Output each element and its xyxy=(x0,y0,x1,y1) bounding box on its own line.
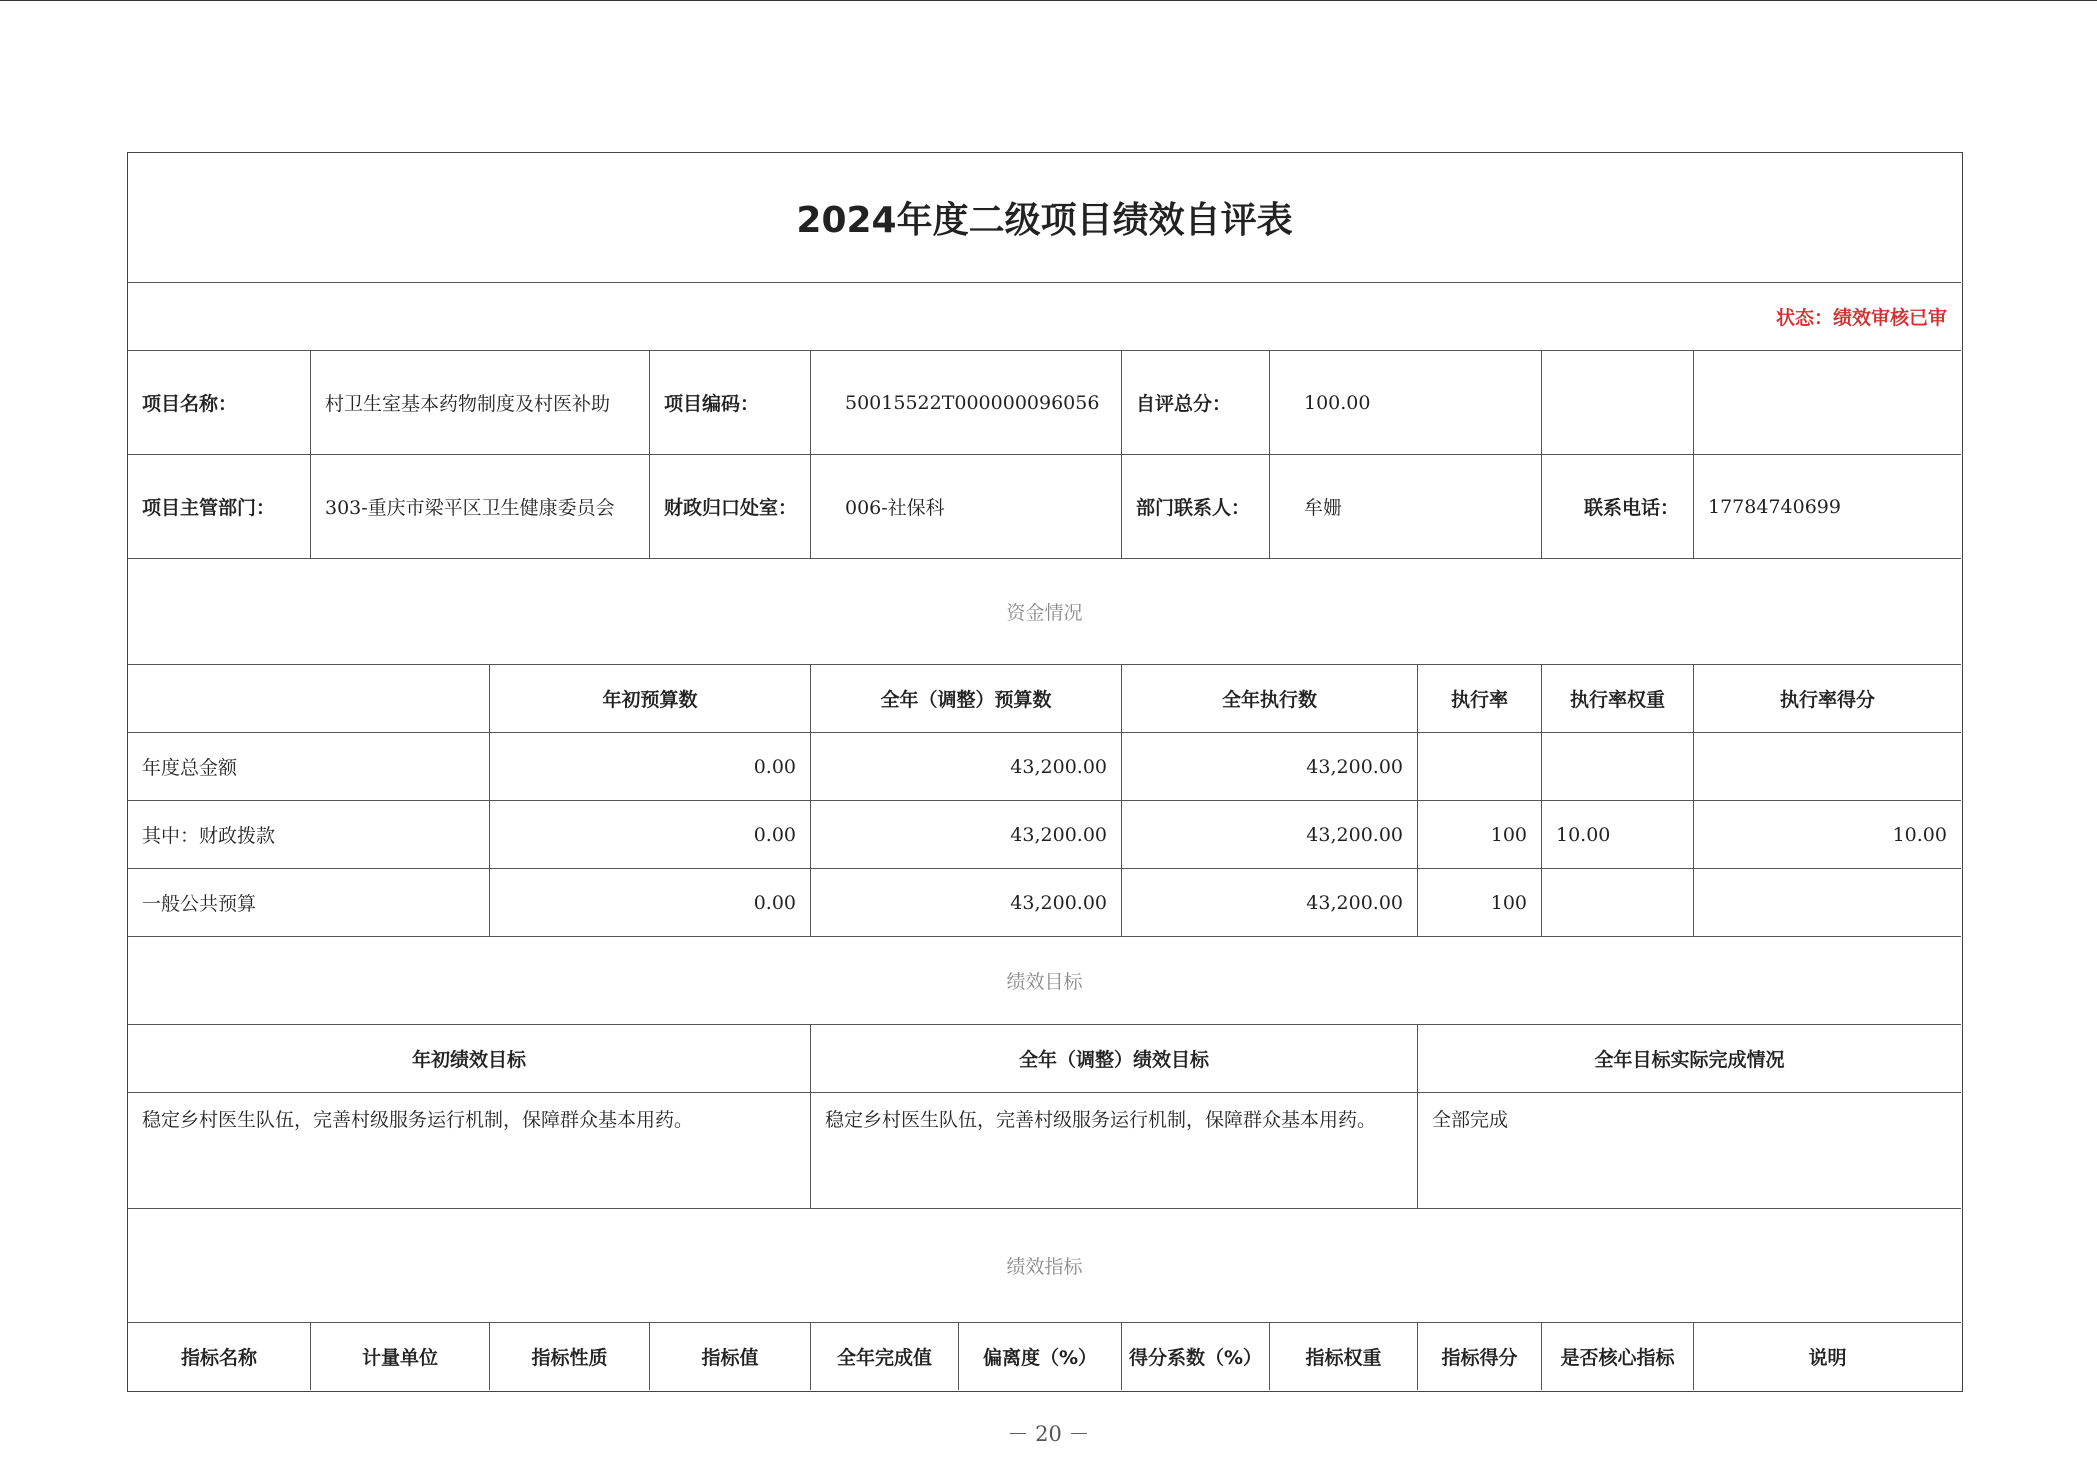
funds-row-initial: 0.00 xyxy=(490,801,811,869)
goal-adjusted-text: 稳定乡村医生队伍，完善村级服务运行机制，保障群众基本用药。 xyxy=(811,1093,1418,1209)
funds-row-weight: 10.00 xyxy=(1542,801,1694,869)
project-name-label: 项目名称： xyxy=(128,351,311,455)
funds-row-executed: 43,200.00 xyxy=(1122,733,1418,801)
indicator-header-core: 是否核心指标 xyxy=(1542,1323,1694,1390)
goals-header-actual: 全年目标实际完成情况 xyxy=(1418,1025,1961,1093)
funds-row-adjusted: 43,200.00 xyxy=(811,733,1122,801)
indicator-header-unit: 计量单位 xyxy=(311,1323,490,1390)
funds-row-weight xyxy=(1542,733,1694,801)
page-title: 2024年度二级项目绩效自评表 xyxy=(128,153,1961,283)
empty-cell xyxy=(1542,351,1694,455)
project-name-value: 村卫生室基本药物制度及村医补助 xyxy=(311,351,650,455)
funds-row-label: 其中：财政拨款 xyxy=(128,801,490,869)
self-score-value: 100.00 xyxy=(1270,351,1542,455)
funds-header-weight: 执行率权重 xyxy=(1542,665,1694,733)
finance-office-value: 006-社保科 xyxy=(811,455,1122,559)
funds-row-label: 年度总金额 xyxy=(128,733,490,801)
funds-row-score xyxy=(1694,869,1961,937)
project-code-value: 50015522T000000096056 xyxy=(811,351,1122,455)
funds-row-rate: 100 xyxy=(1418,801,1542,869)
funds-row-score: 10.00 xyxy=(1694,801,1961,869)
funds-row-executed: 43,200.00 xyxy=(1122,869,1418,937)
phone-label: 联系电话： xyxy=(1542,455,1694,559)
empty-cell xyxy=(1694,351,1961,455)
phone-value: 17784740699 xyxy=(1694,455,1961,559)
status-row xyxy=(128,283,1961,351)
status-badge: 状态：绩效审核已审 xyxy=(1775,307,1947,329)
funds-row-initial: 0.00 xyxy=(490,733,811,801)
indicator-header-note: 说明 xyxy=(1808,1347,1847,1369)
funds-header-rate: 执行率 xyxy=(1418,665,1542,733)
funds-row-adjusted: 43,200.00 xyxy=(811,801,1122,869)
goal-actual-text: 全部完成 xyxy=(1418,1093,1961,1209)
goals-header-adjusted: 全年（调整）绩效目标 xyxy=(811,1025,1418,1093)
indicator-header-deviation: 偏离度（%） xyxy=(959,1323,1122,1390)
goal-initial-text: 稳定乡村医生队伍，完善村级服务运行机制，保障群众基本用药。 xyxy=(128,1093,811,1209)
indicator-header-score: 指标得分 xyxy=(1418,1323,1542,1390)
top-border-line xyxy=(0,0,2097,1)
self-score-label: 自评总分： xyxy=(1122,351,1270,455)
funds-row-weight xyxy=(1542,869,1694,937)
funds-row-label: 一般公共预算 xyxy=(128,869,490,937)
funds-section-title: 资金情况 xyxy=(128,559,1961,665)
contact-value: 牟姗 xyxy=(1270,455,1542,559)
indicator-header-nature: 指标性质 xyxy=(490,1323,650,1390)
contact-label: 部门联系人： xyxy=(1122,455,1270,559)
goals-header-initial: 年初绩效目标 xyxy=(128,1025,811,1093)
funds-row-rate: 100 xyxy=(1418,869,1542,937)
dept-label: 项目主管部门： xyxy=(128,455,311,559)
goals-section-title: 绩效目标 xyxy=(128,937,1961,1025)
finance-office-label: 财政归口处室： xyxy=(650,455,811,559)
funds-row-initial: 0.00 xyxy=(490,869,811,937)
page-number: － 20 － xyxy=(1007,1422,1090,1446)
funds-header-blank xyxy=(128,665,490,733)
funds-header-initial: 年初预算数 xyxy=(490,665,811,733)
funds-row-executed: 43,200.00 xyxy=(1122,801,1418,869)
project-code-label: 项目编码： xyxy=(650,351,811,455)
funds-row-adjusted: 43,200.00 xyxy=(811,869,1122,937)
indicator-header-weight: 指标权重 xyxy=(1270,1323,1418,1390)
indicator-header-value: 指标值 xyxy=(650,1323,811,1390)
indicators-section-title: 绩效指标 xyxy=(128,1209,1961,1323)
indicator-header-name: 指标名称 xyxy=(128,1323,311,1390)
funds-header-adjusted: 全年（调整）预算数 xyxy=(811,665,1122,733)
funds-row-score xyxy=(1694,733,1961,801)
indicator-header-completed: 全年完成值 xyxy=(811,1323,959,1390)
dept-value: 303-重庆市梁平区卫生健康委员会 xyxy=(311,455,650,559)
funds-header-executed: 全年执行数 xyxy=(1122,665,1418,733)
funds-header-score: 执行率得分 xyxy=(1694,665,1961,733)
evaluation-table xyxy=(127,152,1963,1392)
funds-row-rate xyxy=(1418,733,1542,801)
indicator-header-coefficient: 得分系数（%） xyxy=(1122,1323,1270,1390)
